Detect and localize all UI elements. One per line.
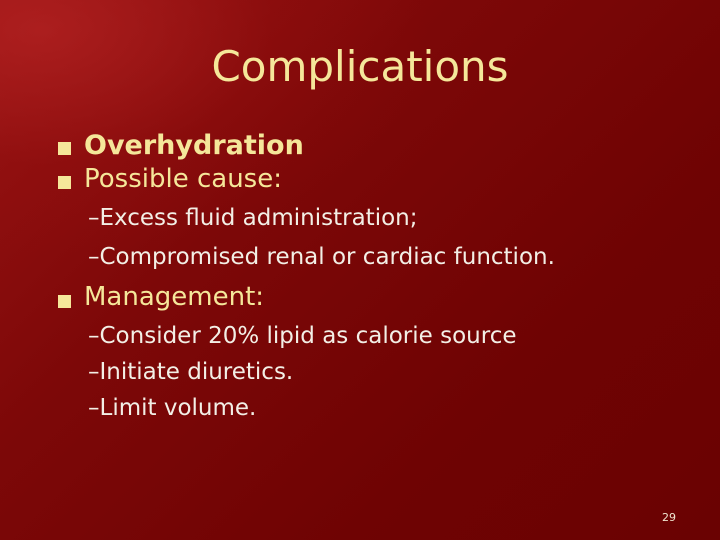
management-item: –Limit volume. <box>88 395 257 421</box>
page-number: 29 <box>662 511 676 524</box>
management-item: –Initiate diuretics. <box>88 359 294 385</box>
bullet-possible-cause: Possible cause: <box>84 164 282 194</box>
bullet-square-icon <box>58 295 71 308</box>
bullet-management: Management: <box>84 282 265 312</box>
bullet-overhydration: Overhydration <box>84 130 304 161</box>
bullet-square-icon <box>58 176 71 189</box>
bullet-square-icon <box>58 142 71 155</box>
cause-item: –Compromised renal or cardiac function. <box>88 244 555 270</box>
management-item: –Consider 20% lipid as calorie source <box>88 323 517 349</box>
cause-item: –Excess fluid administration; <box>88 205 418 231</box>
slide-title: Complications <box>211 42 509 91</box>
